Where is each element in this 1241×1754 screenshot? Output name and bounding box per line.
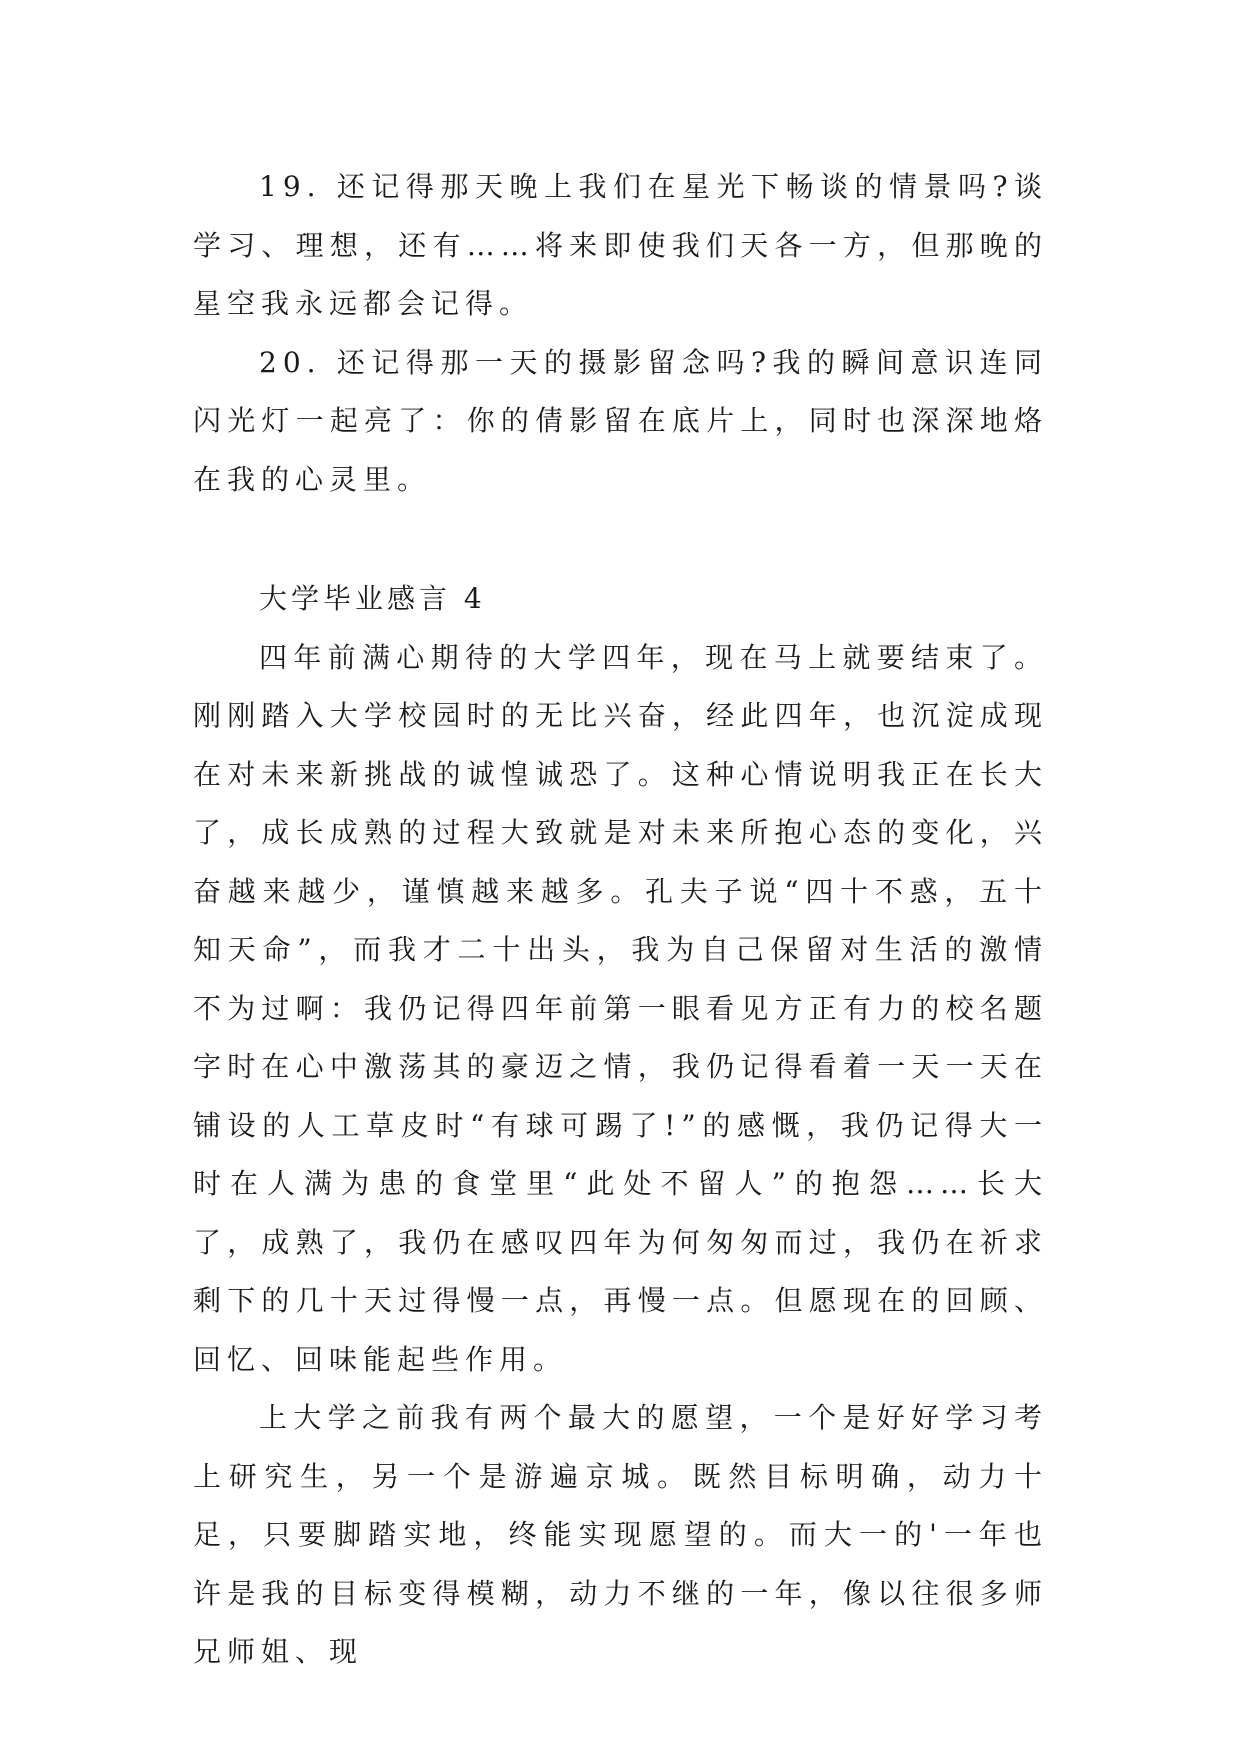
essay-paragraph-2: 上大学之前我有两个最大的愿望，一个是好好学习考上研究生，另一个是游遍京城。既然目标明确，动力十足，只要脚踏实地，终能实现愿望的。而大一的'一年也许是我的目标变得模糊，动力不继的一年，像以往很多师兄师姐、现 — [193, 1401, 1048, 1668]
essay-section — [193, 570, 1048, 1682]
item-19-paragraph: 19. 还记得那天晚上我们在星光下畅谈的情景吗?谈学习、理想，还有……将来即使我们天各一方，但那晚的星空我永远都会记得。 — [193, 170, 1048, 320]
essay-paragraph-1: 四年前满心期待的大学四年，现在马上就要结束了。刚刚踏入大学校园时的无比兴奋，经此四年，也沉淀成现在对未来新挑战的诚惶诚恐了。这种心情说明我正在长大了，成长成熟的过程大致就是对未来所抱心态的变化，兴奋越来越少，谨慎越来越多。孔夫子说“四十不惑，五十知天命”，而我才二十出头，我为自己保留对生活的激情不为过啊：我仍记得四年前第一眼看见方正有力的校名题字时在心中激荡其的豪迈之情，我仍记得看着一天一天在铺设的人工草皮时“有球可踢了!”的感慨，我仍记得大一时在人满为患的食堂里“此处不留人”的抱怨……长大了，成熟了，我仍在感叹四年为何匆匆而过，我仍在祈求剩下的几十天过得慢一点，再慢一点。但愿现在的回顾、回忆、回味能起些作用。 — [193, 640, 1048, 1376]
item-20-paragraph: 20. 还记得那一天的摄影留念吗?我的瞬间意识连同闪光灯一起亮了：你的倩影留在底片上，同时也深深地烙在我的心灵里。 — [193, 345, 1048, 496]
section-heading: 大学毕业感言 4 — [259, 582, 486, 615]
numbered-items — [193, 158, 1048, 509]
